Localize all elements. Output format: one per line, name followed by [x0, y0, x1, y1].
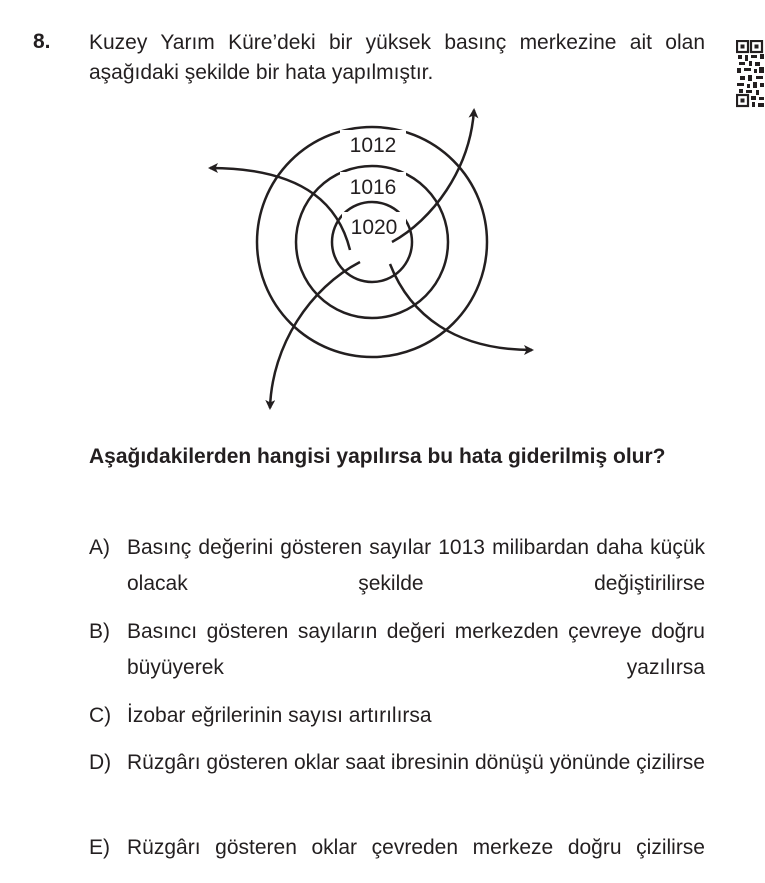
qr-code-icon [736, 40, 765, 108]
option-e[interactable] [89, 830, 705, 866]
option-text: İzobar eğrilerinin sayısı artırılırsa [127, 704, 432, 727]
question-number: 8. [33, 30, 51, 53]
isobar-1012-ring [257, 127, 487, 357]
option-letter: B) [89, 620, 110, 643]
question-prompt: Aşağıdakilerden hangisi yapılırsa bu hata giderilmiş olur? [89, 445, 666, 468]
option-d[interactable] [89, 745, 705, 781]
isobar-label: 1016 [349, 176, 397, 199]
option-c[interactable] [89, 698, 705, 734]
option-letter: A) [89, 536, 110, 559]
option-letter: E) [89, 836, 110, 859]
wind-arrow-down [270, 262, 360, 408]
option-a[interactable] [89, 530, 705, 602]
isobar-label: 1012 [349, 134, 397, 157]
isobar-diagram [200, 100, 540, 415]
isobar-label: 1020 [350, 216, 398, 239]
option-b[interactable] [89, 614, 705, 686]
option-text: Basınç değerini gösteren sayılar 1013 milibardan daha küçük olacak şekilde değiştirilirse [127, 536, 705, 595]
option-letter: D) [89, 751, 112, 774]
option-text: Rüzgârı gösteren oklar saat ibresinin dönüşü yönünde çizilirse [127, 751, 705, 774]
option-letter: C) [89, 704, 112, 727]
option-text: Rüzgârı gösteren oklar çevreden merkeze doğru çizilirse [127, 836, 705, 859]
question-stem: Kuzey Yarım Küre’deki bir yüksek basınç merkezine ait olan aşağıdaki şekilde bir hata yapılmıştır. [89, 31, 705, 84]
option-text: Basıncı gösteren sayıların değeri merkezden çevreye doğru büyüyerek yazılırsa [127, 620, 705, 679]
